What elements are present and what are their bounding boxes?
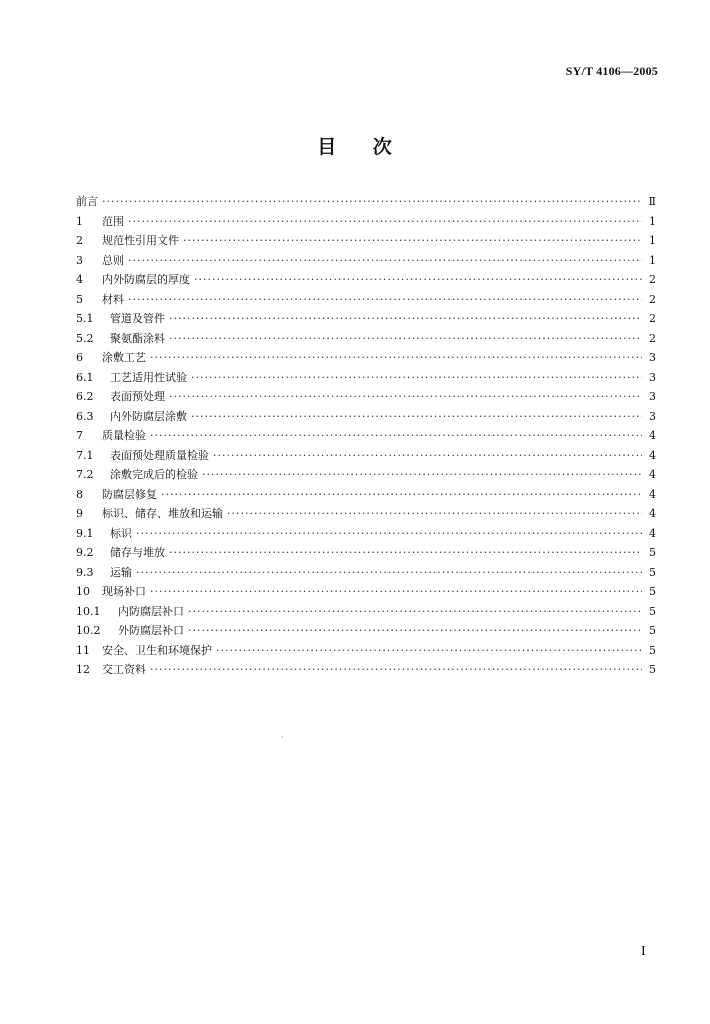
- toc-entry[interactable]: [76, 564, 656, 584]
- toc-entry[interactable]: [76, 486, 656, 506]
- toc-leader-dots: [128, 293, 642, 306]
- toc-leader-dots: [128, 215, 642, 228]
- toc-entry-page: 1: [649, 234, 656, 247]
- toc-leader-dots: [150, 663, 642, 676]
- toc-entry[interactable]: [76, 193, 656, 213]
- toc-leader-dots: [194, 273, 642, 286]
- toc-entry-label: 标识、储存、堆放和运输: [102, 507, 223, 520]
- toc-entry-page: 3: [649, 370, 656, 384]
- toc-entry-page: 5: [649, 624, 656, 637]
- toc-entry[interactable]: [76, 252, 656, 272]
- toc-entry-number: 12: [76, 663, 90, 676]
- toc-entry-page: 5: [649, 604, 656, 618]
- toc-leader-dots: [169, 332, 642, 345]
- toc-leader-dots: [202, 468, 642, 481]
- toc-leader-dots: [188, 624, 642, 637]
- table-of-contents: [76, 193, 656, 681]
- toc-entry[interactable]: [76, 583, 656, 603]
- toc-entry[interactable]: [76, 525, 656, 545]
- toc-leader-dots: [227, 507, 642, 520]
- toc-entry-page: 1: [649, 253, 656, 267]
- toc-entry[interactable]: [76, 330, 656, 350]
- toc-entry-number: 2: [76, 234, 83, 247]
- toc-leader-dots: [150, 351, 642, 364]
- toc-entry-label: 范围: [102, 214, 124, 228]
- toc-entry-label: 储存与堆放: [110, 546, 165, 559]
- toc-leader-dots: [191, 371, 642, 384]
- toc-entry-page: 5: [649, 663, 656, 676]
- toc-entry-number: 10.2: [76, 624, 101, 637]
- toc-entry-number: 6.3: [76, 409, 94, 423]
- toc-entry-number: 1: [76, 214, 83, 228]
- page-title: 目 次: [317, 136, 393, 158]
- toc-entry-page: 4: [649, 507, 656, 520]
- toc-entry-label: 管道及管件: [110, 312, 165, 325]
- toc-entry[interactable]: [76, 271, 656, 291]
- toc-entry-label: 交工资料: [102, 663, 146, 676]
- toc-leader-dots: [169, 312, 642, 325]
- toc-entry-label: 标识: [110, 526, 132, 540]
- page-number: I: [641, 944, 646, 959]
- toc-entry-number: 9: [76, 507, 83, 520]
- toc-entry-number: 3: [76, 253, 83, 267]
- scan-speck: ·: [281, 733, 284, 742]
- toc-entry-page: 3: [649, 409, 656, 423]
- toc-entry-number: 6.2: [76, 390, 94, 403]
- toc-leader-dots: [136, 527, 642, 540]
- toc-leader-dots: [136, 566, 642, 579]
- toc-entry-label: 内外防腐层涂敷: [110, 409, 187, 423]
- toc-leader-dots: [161, 488, 642, 501]
- toc-entry-label: 聚氨酯涂料: [110, 331, 165, 345]
- toc-entry-label: 防腐层修复: [102, 487, 157, 501]
- toc-leader-dots: [216, 644, 642, 657]
- toc-entry-page: 4: [649, 429, 656, 442]
- standard-code: SY/T 4106—2005: [565, 64, 658, 78]
- toc-entry-label: 外防腐层补口: [118, 624, 184, 637]
- toc-entry-number: 9.2: [76, 546, 94, 559]
- toc-entry-number: 5: [76, 292, 83, 306]
- toc-entry[interactable]: [76, 369, 656, 389]
- toc-entry-page: 4: [649, 526, 656, 540]
- toc-entry[interactable]: [76, 349, 656, 369]
- toc-entry-page: 4: [649, 468, 656, 481]
- toc-entry-label: 材料: [102, 292, 124, 306]
- toc-entry-number: 6.1: [76, 370, 94, 384]
- toc-entry-number: 9.3: [76, 565, 94, 579]
- toc-entry-label: 涂敷工艺: [102, 351, 146, 364]
- toc-entry-label: 安全、卫生和环境保护: [102, 643, 212, 657]
- toc-entry-page: 1: [649, 214, 656, 228]
- toc-entry[interactable]: [76, 213, 656, 233]
- toc-entry[interactable]: [76, 642, 656, 662]
- toc-entry-page: 5: [649, 643, 656, 657]
- toc-entry-label: 涂敷完成后的检验: [110, 468, 198, 481]
- toc-entry-label: 表面预处理质量检验: [110, 448, 209, 462]
- toc-entry-number: 11: [76, 643, 90, 657]
- toc-entry-page: 2: [649, 331, 656, 345]
- toc-entry-page: 5: [649, 565, 656, 579]
- toc-leader-dots: [128, 254, 642, 267]
- toc-leader-dots: [183, 234, 642, 247]
- toc-entry-label: 运输: [110, 565, 132, 579]
- toc-entry-number: 6: [76, 351, 83, 364]
- toc-entry-page: 5: [649, 546, 656, 559]
- toc-entry-label: 质量检验: [102, 429, 146, 442]
- toc-entry-number: 8: [76, 487, 83, 501]
- toc-leader-dots: [188, 605, 642, 618]
- toc-entry[interactable]: [76, 603, 656, 623]
- toc-entry[interactable]: [76, 232, 656, 252]
- toc-entry-number: 10.1: [76, 604, 101, 618]
- toc-entry[interactable]: [76, 661, 656, 681]
- toc-entry-label: 工艺适用性试验: [110, 370, 187, 384]
- toc-entry-page: 4: [649, 487, 656, 501]
- toc-entry-page: 5: [649, 585, 656, 598]
- toc-entry-page: 2: [649, 312, 656, 325]
- toc-entry-label: 内防腐层补口: [118, 604, 184, 618]
- toc-leader-dots: [169, 390, 642, 403]
- toc-entry-number: 10: [76, 585, 90, 598]
- toc-entry-number: 7: [76, 429, 83, 442]
- toc-entry[interactable]: [76, 447, 656, 467]
- toc-entry[interactable]: [76, 408, 656, 428]
- toc-entry[interactable]: [76, 505, 656, 525]
- toc-entry-number: 4: [76, 273, 83, 286]
- toc-entry-page: 2: [649, 292, 656, 306]
- toc-leader-dots: [150, 429, 642, 442]
- toc-leader-dots: [191, 410, 642, 423]
- toc-entry-label: 内外防腐层的厚度: [102, 273, 190, 286]
- toc-leader-dots: [169, 546, 642, 559]
- toc-entry-page: Ⅱ: [648, 195, 656, 208]
- toc-entry-page: 4: [649, 448, 656, 462]
- toc-entry-label: 规范性引用文件: [102, 234, 179, 247]
- toc-entry-number: 9.1: [76, 526, 94, 540]
- toc-entry[interactable]: [76, 310, 656, 330]
- toc-entry-label: 现场补口: [102, 585, 146, 598]
- toc-entry-number: 5.2: [76, 331, 94, 345]
- toc-entry[interactable]: [76, 388, 656, 408]
- toc-entry[interactable]: [76, 291, 656, 311]
- toc-entry-label: 前言: [76, 195, 98, 208]
- toc-leader-dots: [213, 449, 642, 462]
- toc-entry-page: 3: [649, 351, 656, 364]
- toc-entry-number: 5.1: [76, 312, 94, 325]
- toc-entry-number: 7.2: [76, 468, 94, 481]
- toc-entry[interactable]: [76, 427, 656, 447]
- toc-entry-page: 3: [649, 390, 656, 403]
- toc-entry-number: 7.1: [76, 448, 94, 462]
- toc-entry[interactable]: [76, 622, 656, 642]
- toc-entry-label: 表面预处理: [110, 390, 165, 403]
- toc-entry[interactable]: [76, 544, 656, 564]
- toc-leader-dots: [102, 195, 642, 208]
- toc-entry-label: 总则: [102, 253, 124, 267]
- toc-entry[interactable]: [76, 466, 656, 486]
- toc-leader-dots: [150, 585, 642, 598]
- toc-entry-page: 2: [649, 273, 656, 286]
